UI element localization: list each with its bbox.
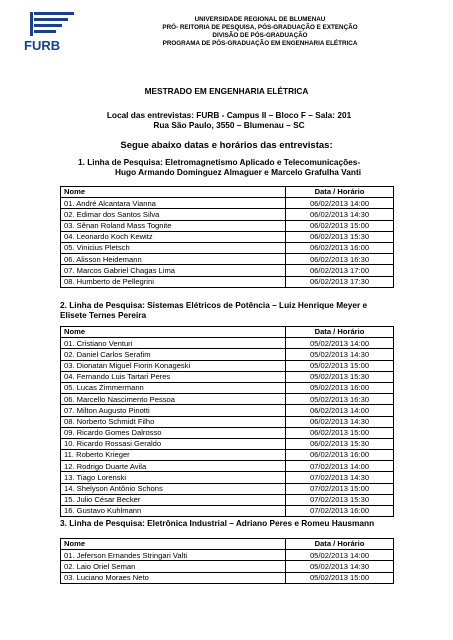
table-header-row [61, 539, 394, 550]
section-title-line: Elisete Ternes Pereira [60, 310, 147, 320]
table-row [61, 483, 394, 494]
table-row [61, 572, 394, 583]
cell-name: 02. Edimar dos Santos Silva [61, 209, 286, 220]
cell-date: 06/02/2013 16:30 [286, 254, 394, 265]
table-row [61, 242, 394, 253]
table-row [61, 338, 394, 349]
table-row [61, 450, 394, 461]
cell-date: 06/02/2013 15:00 [286, 220, 394, 231]
cell-date: 05/02/2013 15:00 [286, 572, 394, 583]
cell-date: 07/02/2013 16:00 [286, 506, 394, 517]
section-title-line: 3. Linha de Pesquisa: Eletrônica Industrial – Adriano Peres e Romeu Hausmann [60, 518, 375, 528]
table-row [61, 416, 394, 427]
table-header-row [61, 187, 394, 198]
cell-date: 07/02/2013 14:30 [286, 472, 394, 483]
cell-date: 07/02/2013 15:30 [286, 494, 394, 505]
cell-date: 05/02/2013 15:30 [286, 371, 394, 382]
cell-date: 06/02/2013 16:00 [286, 450, 394, 461]
cell-name: 11. Roberto Krieger [61, 450, 286, 461]
section-title-line: 2. Linha de Pesquisa: Sistemas Elétricos de Potência – Luiz Henrique Meyer e [60, 300, 368, 310]
cell-name: 04. Fernando Luis Tartari Peres [61, 371, 286, 382]
cell-name: 07. Marcos Gabriel Chagas Lima [61, 265, 286, 276]
cell-date: 05/02/2013 14:30 [286, 561, 394, 572]
header-line: UNIVERSIDADE REGIONAL DE BLUMENAU [194, 16, 326, 23]
cell-name: 16. Gustavo Kuhlmann [61, 506, 286, 517]
cell-name: 09. Ricardo Gomes Dalrosso [61, 427, 286, 438]
column-header-date: Data / Horário [286, 187, 394, 198]
cell-name: 14. Shelyson Antônio Schons [61, 483, 286, 494]
cell-date: 05/02/2013 15:00 [286, 360, 394, 371]
cell-name: 05. Vinicius Pletsch [61, 242, 286, 253]
section-title [60, 300, 400, 320]
cell-name: 02. Daniel Carlos Serafim [61, 349, 286, 360]
cell-name: 08. Humberto de Pellegrini [61, 276, 286, 287]
table-row [61, 394, 394, 405]
cell-date: 06/02/2013 15:30 [286, 438, 394, 449]
schedule-table [60, 326, 394, 517]
header-line: DIVISÃO DE PÓS-GRADUAÇÃO [212, 32, 308, 39]
table-row [61, 494, 394, 505]
cell-name: 01. André Alcantara Vianna [61, 198, 286, 209]
column-header-date: Data / Horário [286, 539, 394, 550]
table-row [61, 561, 394, 572]
table-row [61, 427, 394, 438]
table-row [61, 472, 394, 483]
table-row [61, 231, 394, 242]
location-line: Local das entrevistas: FURB - Campus II – Bloco F – Sala: 201 [106, 110, 352, 120]
cell-date: 05/02/2013 16:00 [286, 382, 394, 393]
cell-name: 01. Jeferson Ernandes Stringari Valti [61, 550, 286, 561]
section-title [60, 518, 400, 528]
cell-name: 03. Dionatan Miguel Fiorin Konageski [61, 360, 286, 371]
cell-name: 08. Norberto Schmidt Filho [61, 416, 286, 427]
cell-name: 07. Milton Augusto Pinotti [61, 405, 286, 416]
cell-name: 04. Leonardo Koch Kewitz [61, 231, 286, 242]
cell-date: 06/02/2013 17:00 [286, 265, 394, 276]
table-row [61, 371, 394, 382]
cell-name: 15. Julio César Becker [61, 494, 286, 505]
table-row [61, 254, 394, 265]
cell-date: 06/02/2013 14:30 [286, 209, 394, 220]
table-row [61, 438, 394, 449]
cell-date: 06/02/2013 17:30 [286, 276, 394, 287]
table-row [61, 506, 394, 517]
cell-name: 01. Cristiano Venturi [61, 338, 286, 349]
table-header-row [61, 327, 394, 338]
schedule-table [60, 186, 394, 288]
cell-date: 06/02/2013 14:30 [286, 416, 394, 427]
table-row [61, 265, 394, 276]
cell-date: 06/02/2013 14:00 [286, 405, 394, 416]
cell-name: 13. Tiago Lorenski [61, 472, 286, 483]
location-address: Rua São Paulo, 3550 – Blumenau – SC [153, 120, 305, 130]
cell-date: 07/02/2013 15:00 [286, 483, 394, 494]
schedule-table [60, 538, 394, 584]
cell-name: 03. Sênan Roland Mass Tognite [61, 220, 286, 231]
location-block [64, 110, 394, 130]
header-line: PRÓ- REITORIA DE PESQUISA, PÓS-GRADUAÇÃO E EXTENÇÃO [162, 24, 358, 31]
section-title-line: 1. Linha de Pesquisa: Eletromagnetismo Aplicado e Telecomunicações- [78, 157, 361, 167]
cell-date: 05/02/2013 14:00 [286, 550, 394, 561]
intro-text: Segue abaixo datas e horários das entrevistas: [120, 140, 333, 151]
table-row [61, 349, 394, 360]
table-row [61, 220, 394, 231]
table-row [61, 198, 394, 209]
cell-name: 10. Ricardo Rossasi Geraldo [61, 438, 286, 449]
cell-date: 06/02/2013 14:00 [286, 198, 394, 209]
table-row [61, 209, 394, 220]
cell-date: 06/02/2013 15:30 [286, 231, 394, 242]
header-line: PROGRAMA DE PÓS-GRADUAÇÃO EM ENGENHARIA ELÉTRICA [162, 40, 358, 47]
cell-date: 07/02/2013 14:00 [286, 461, 394, 472]
table-row [61, 276, 394, 287]
section-title-line: Hugo Armando Dominguez Almaguer e Marcelo Grafulha Vanti [114, 167, 362, 177]
cell-date: 05/02/2013 14:00 [286, 338, 394, 349]
cell-date: 05/02/2013 16:30 [286, 394, 394, 405]
cell-name: 03. Luciano Moraes Neto [61, 572, 286, 583]
institution-header [110, 16, 410, 48]
table-row [61, 550, 394, 561]
cell-date: 06/02/2013 16:00 [286, 242, 394, 253]
cell-name: 05. Lucas Zimmermann [61, 382, 286, 393]
cell-name: 12. Rodrigo Duarte Avila [61, 461, 286, 472]
column-header-name: Nome [61, 327, 286, 338]
logo-text: FURB [24, 38, 61, 52]
column-header-date: Data / Horário [286, 327, 394, 338]
column-header-name: Nome [61, 539, 286, 550]
cell-date: 06/02/2013 15:00 [286, 427, 394, 438]
cell-name: 06. Alisson Heidemann [61, 254, 286, 265]
table-row [61, 360, 394, 371]
table-row [61, 405, 394, 416]
document-title: MESTRADO EM ENGENHARIA ELÉTRICA [144, 86, 309, 96]
cell-name: 02. Laio Oriel Seman [61, 561, 286, 572]
table-row [61, 461, 394, 472]
furb-logo [20, 8, 92, 52]
section-title [78, 157, 398, 177]
cell-date: 05/02/2013 14:30 [286, 349, 394, 360]
table-row [61, 382, 394, 393]
cell-name: 06. Marcello Nascimento Pessoa [61, 394, 286, 405]
column-header-name: Nome [61, 187, 286, 198]
